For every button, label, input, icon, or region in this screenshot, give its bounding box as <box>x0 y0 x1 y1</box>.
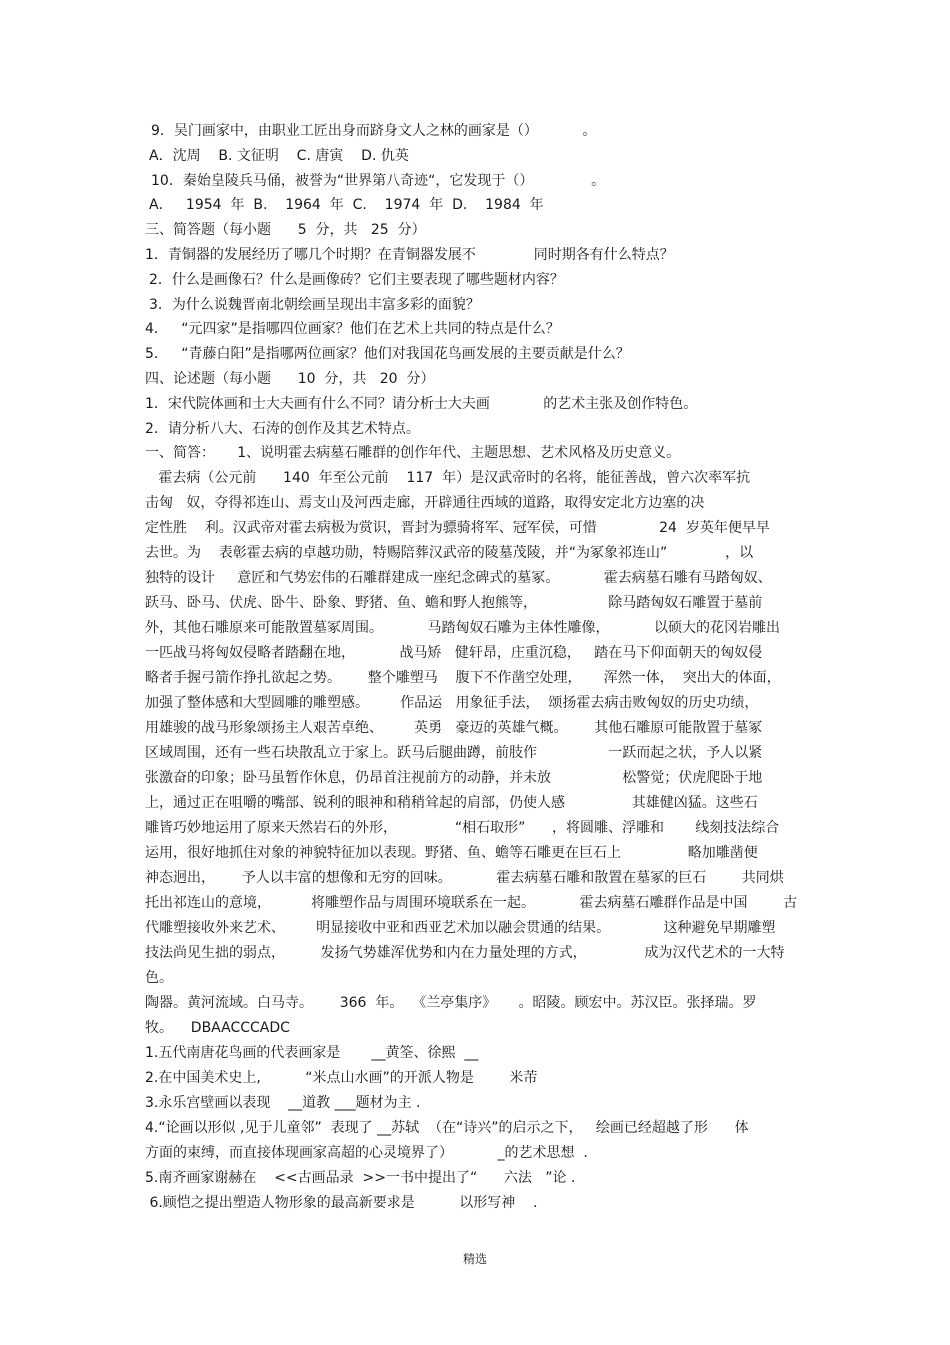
answer-paragraph-line: 去世。为 表彰霍去病的卓越功勋，特赐陪葬汉武帝的陵墓茂陵，并“为冢象祁连山” ，以 <box>145 545 754 562</box>
answer-paragraph-line: 神态迥出， 予人以丰富的想像和无穷的回味。 霍去病墓石雕和散置在墓冢的巨石 共同烘 <box>145 870 784 887</box>
answer-paragraph-line: 色。 <box>145 970 173 987</box>
fill-answers-line-2: 牧。 DBAACCCADC <box>145 1020 290 1037</box>
blank-question-1: 1.五代南唐花鸟画的代表画家是 __黄筌、徐熙 __ <box>145 1045 479 1062</box>
answer-paragraph-line: 霍去病（公元前 140 年至公元前 117 年）是汉武帝时的名将，能征善战，曾六次率军抗 <box>145 470 751 487</box>
answer-paragraph-line: 独特的设计 意匠和气势宏伟的石雕群建成一座纪念碑式的墓冢。 霍去病墓石雕有马踏匈奴、 <box>145 570 772 587</box>
blank-question-2: 2.在中国美术史上, “米点山水画”的开派人物是 米芾 <box>145 1070 538 1087</box>
page-footer: 精选 <box>462 1252 487 1266</box>
answer-paragraph-line: 区域周围，还有一些石块散乱立于家上。跃马后腿曲蹲，前肢作 一跃而起之状，予人以紧 <box>145 745 763 762</box>
answer-paragraph-line: 略者手握弓箭作挣扎欲起之势。 整个雕塑马 腹下不作凿空处理， 浑然一体， 突出大的体面， <box>145 670 781 687</box>
question-10-options: A． 1954 年 B. 1964 年 C. 1974 年 D. 1984 年 <box>149 197 544 214</box>
answer-paragraph-line: 上，通过正在咀嚼的嘴部、锐利的眼神和稍稍耸起的肩部，仍使人感 其雄健凶猛。这些石 <box>145 795 758 812</box>
blank-question-6: 6.顾恺之提出塑造人物形象的最高新要求是 以形写神 . <box>145 1195 538 1212</box>
question-9: 9．吴门画家中，由职业工匠出身而跻身文人之林的画家是（） 。 <box>151 123 597 139</box>
answer-paragraph-line: 加强了整体感和大型圆雕的雕塑感。 作品运 用象征手法， 颂扬霍去病击败匈奴的历史功绩， <box>145 695 759 712</box>
answer-paragraph-line: 一匹战马将匈奴侵略者踏翻在地， 战马矫 健轩昂，庄重沉稳， 踏在马下仰面朝天的匈奴侵 <box>145 645 763 662</box>
answer-paragraph-line: 外，其他石雕原来可能散置墓冢周围。 马踏匈奴石雕为主体性雕像， 以硕大的花冈岩雕出 <box>145 620 781 637</box>
section-3-item-4: 4． “元四家”是指哪四位画家？他们在艺术上共同的特点是什么？ <box>145 321 560 338</box>
section-3-item-1: 1．青铜器的发展经历了哪几个时期？在青铜器发展不 同时期各有什么特点？ <box>145 246 674 263</box>
fill-answers-line-1: 陶器。黄河流域。白马寺。 366 年。 《兰亭集序》 。昭陵。顾宏中。苏汉臣。张择瑞。罗 <box>145 995 757 1012</box>
question-9-options: A．沈周 B. 文征明 C. 唐寅 D. 仇英 <box>149 147 409 164</box>
answer-paragraph-line: 托出祁连山的意境， 将雕塑作品与周围环境联系在一起。 霍去病墓石雕群作品是中国 古 <box>145 895 798 912</box>
section-3-item-5: 5． “青藤白阳”是指哪两位画家？他们对我国花鸟画发展的主要贡献是什么？ <box>145 346 630 363</box>
blank-question-5: 5.南齐画家谢赫在 <<古画品录 >>一书中提出了“ 六法 ”论 . <box>145 1170 576 1187</box>
page-content <box>145 119 815 1216</box>
section-4-item-2: 2．请分析八大、石涛的创作及其艺术特点。 <box>145 420 420 437</box>
answer-paragraph-line: 运用，很好地抓住对象的神貌特征加以表现。野猪、鱼、蟾等石雕更在巨石上 略加雕凿便 <box>145 845 758 862</box>
blank-question-3: 3.永乐宫壁画以表现 __道教 ___题材为主 . <box>145 1095 421 1112</box>
section-4-heading: 四、论述题（每小题 10 分，共 20 分） <box>145 370 435 387</box>
answer-paragraph-line: 雕皆巧妙地运用了原来天然岩石的外形， “相石取形” ，将圆雕、浮雕和 线刻技法综合 <box>145 820 780 837</box>
section-4-item-1: 1．宋代院体画和士大夫画有什么不同？请分析士大夫画 的艺术主张及创作特色。 <box>145 395 698 412</box>
answer-paragraph-line: 击匈 奴，夺得祁连山、焉支山及河西走廊，开辟通往西域的道路，取得安定北方边塞的决 <box>145 495 705 512</box>
answer-paragraph-line: 用雄骏的战马形象颂扬主人艰苦卓绝、 英勇 豪迈的英雄气概。 其他石雕原可能散置于墓冢 <box>145 720 763 737</box>
section-3-heading: 三、简答题（每小题 5 分，共 25 分） <box>145 222 426 239</box>
answer-paragraph-line: 技法尚见生拙的弱点， 发扬气势雄浑优势和内在力量处理的方式， 成为汉代艺术的一大特 <box>145 945 785 962</box>
answer-paragraph-line: 跃马、卧马、伏虎、卧牛、卧象、野猪、鱼、蟾和野人抱熊等， 除马踏匈奴石雕置于墓前 <box>145 595 763 612</box>
blank-question-4-cont: 方面的束缚，而直接体现画家高超的心灵境界了） _的艺术思想 . <box>145 1145 588 1162</box>
question-10: 10．秦始皇陵兵马俑，被誉为“世界第八奇迹“，它发现于（） 。 <box>151 172 606 189</box>
answer-paragraph-line: 定性胜 利。汉武帝对霍去病极为赏识，晋封为骠骑将军、冠军侯，可惜 24 岁英年便早早 <box>145 520 770 537</box>
answer-intro: 一、简答： 1、说明霍去病墓石雕群的创作年代、主题思想、艺术风格及历史意义。 <box>145 445 681 462</box>
section-3-item-2: 2．什么是画像石？什么是画像砖？它们主要表现了哪些题材内容？ <box>149 271 564 288</box>
section-3-item-3: 3．为什么说魏晋南北朝绘画呈现出丰富多彩的面貌？ <box>149 296 480 313</box>
answer-paragraph-line: 张激奋的印象；卧马虽暂作休息，仍昂首注视前方的动静，并未放 松警觉；伏虎爬卧于地 <box>145 770 763 787</box>
answer-paragraph-line: 代雕塑接收外来艺术、 明显接收中亚和西亚艺术加以融会贯通的结果。 这种避免早期雕塑 <box>145 920 776 937</box>
blank-question-4: 4.“论画以形似 ,见于儿童邻” 表现了 __苏轼 （在“诗兴”的启示之下， 绘画已经超越了形 体 <box>145 1120 749 1137</box>
